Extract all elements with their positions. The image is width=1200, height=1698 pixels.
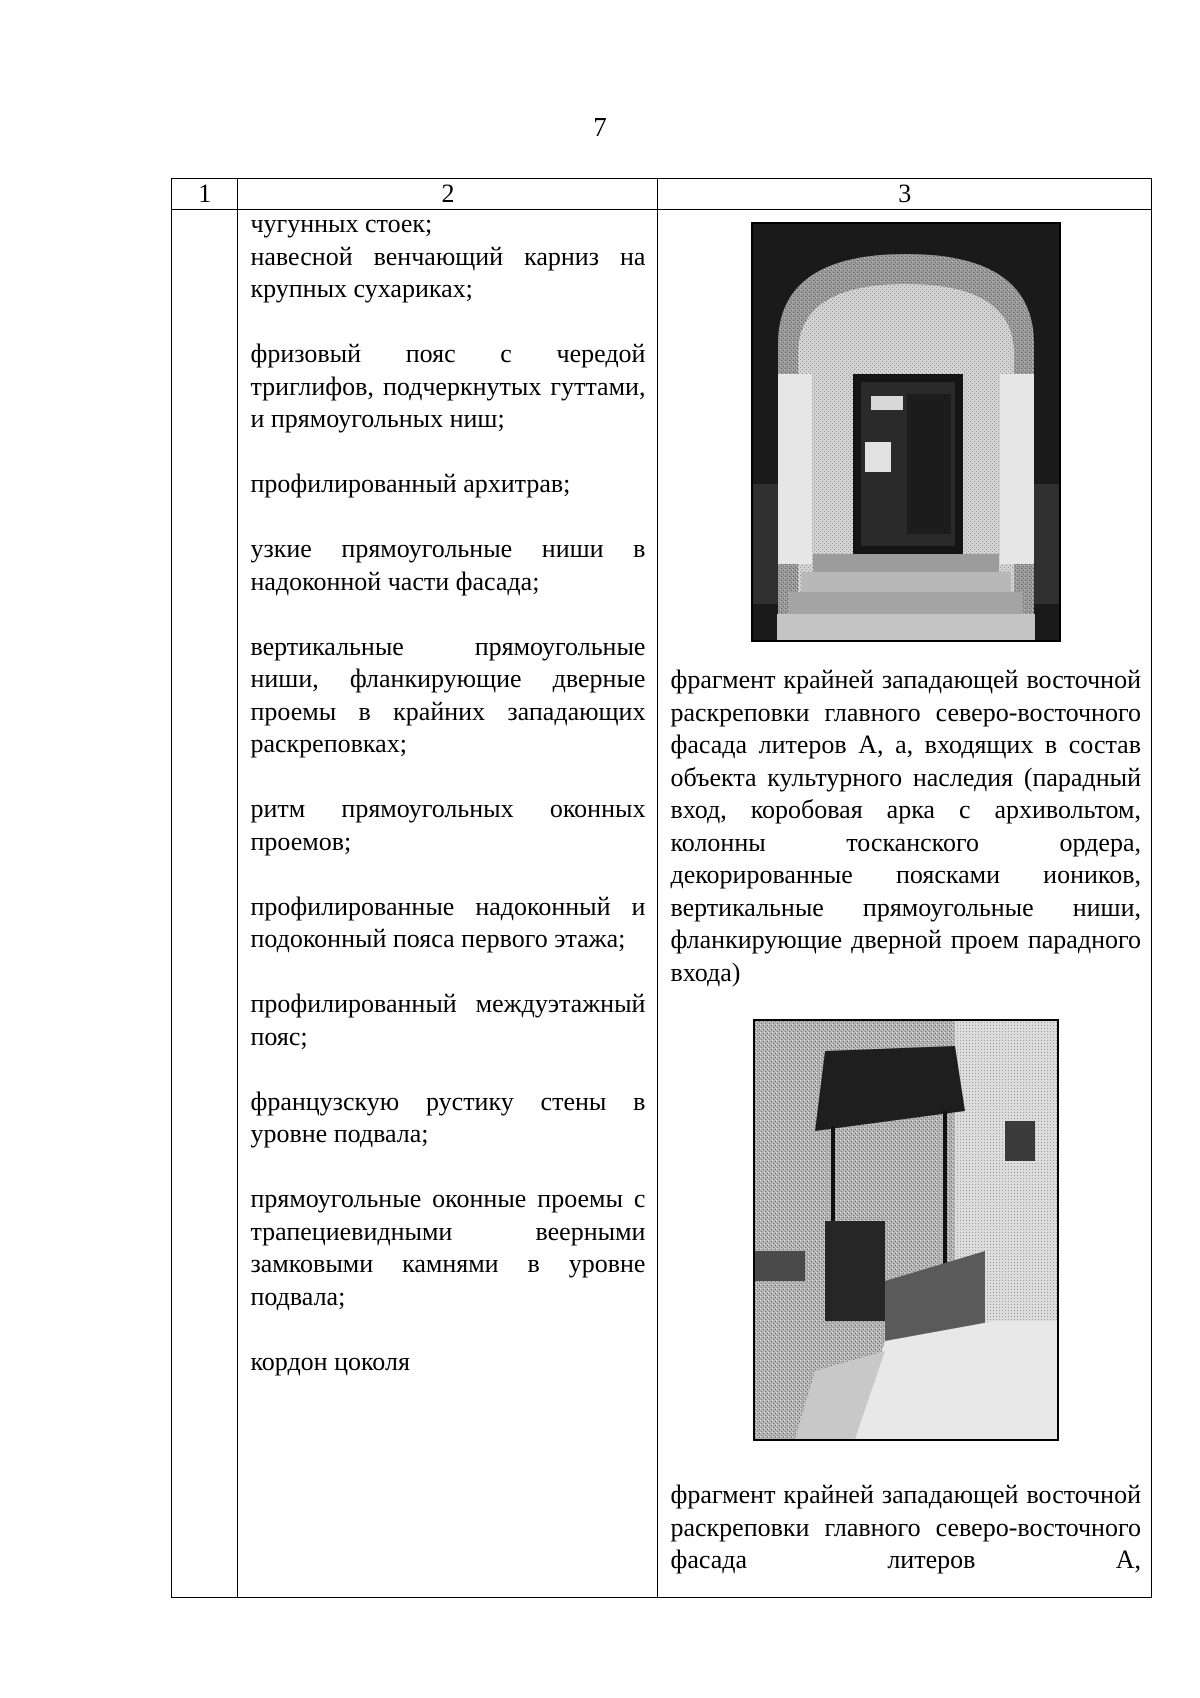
elements-list bbox=[250, 208, 645, 1378]
list-item: ритм прямоугольных оконных проемов; bbox=[250, 794, 646, 856]
photo-caption: фрагмент крайней западающей восточной раскреповки главного северо-восточного фасада литеров А, а, входящих в состав объекта культурного наследия (парадный вход, коробовая арка с архивольтом, колонны тосканского ордера, декорированные поясками иоников, вертикальные прямоугольные ниши, фланкирующие дверной проем парадного входа) bbox=[670, 665, 1141, 987]
body-cell-2 bbox=[238, 210, 658, 1598]
list-item: чугунных стоек; навесной венчающий карниз на крупных сухариках; bbox=[250, 209, 646, 303]
list-item: профилированный архитрав; bbox=[250, 469, 571, 498]
list-item: профилированные надоконный и подоконный пояса первого этажа; bbox=[250, 891, 646, 953]
page-number: 7 bbox=[593, 112, 607, 142]
document-table bbox=[171, 178, 1152, 1598]
list-item: фризовый пояс с чередой триглифов, подчеркнутых гуттами, и прямоугольных ниш; bbox=[250, 339, 646, 433]
header-cell-1: 1 bbox=[172, 179, 238, 210]
list-item: вертикальные прямоугольные ниши, фланкирующие дверные проемы в крайних западающих раскреповках; bbox=[250, 631, 646, 758]
list-item: узкие прямоугольные ниши в надоконной части фасада; bbox=[250, 534, 646, 596]
entrance-canopy-photo bbox=[753, 1019, 1059, 1441]
header-cell-2: 2 bbox=[238, 179, 658, 210]
list-item: прямоугольные оконные проемы с трапециевидными веерными замковыми камнями в уровне подвала; bbox=[250, 1184, 646, 1311]
body-cell-1 bbox=[172, 210, 238, 1598]
entrance-doorway-photo bbox=[751, 222, 1061, 642]
table-body-row bbox=[172, 210, 1152, 1598]
list-item: профилированный междуэтажный пояс; bbox=[250, 989, 646, 1051]
header-cell-3: 3 bbox=[658, 179, 1152, 210]
photo-caption: фрагмент крайней западающей восточной раскреповки главного северо-восточного фасада литеров А, bbox=[670, 1480, 1141, 1574]
table-header-row bbox=[172, 179, 1152, 210]
list-item: кордон цоколя bbox=[250, 1346, 410, 1376]
list-item: французскую рустику стены в уровне подвала; bbox=[250, 1086, 646, 1148]
body-cell-3 bbox=[658, 210, 1152, 1598]
